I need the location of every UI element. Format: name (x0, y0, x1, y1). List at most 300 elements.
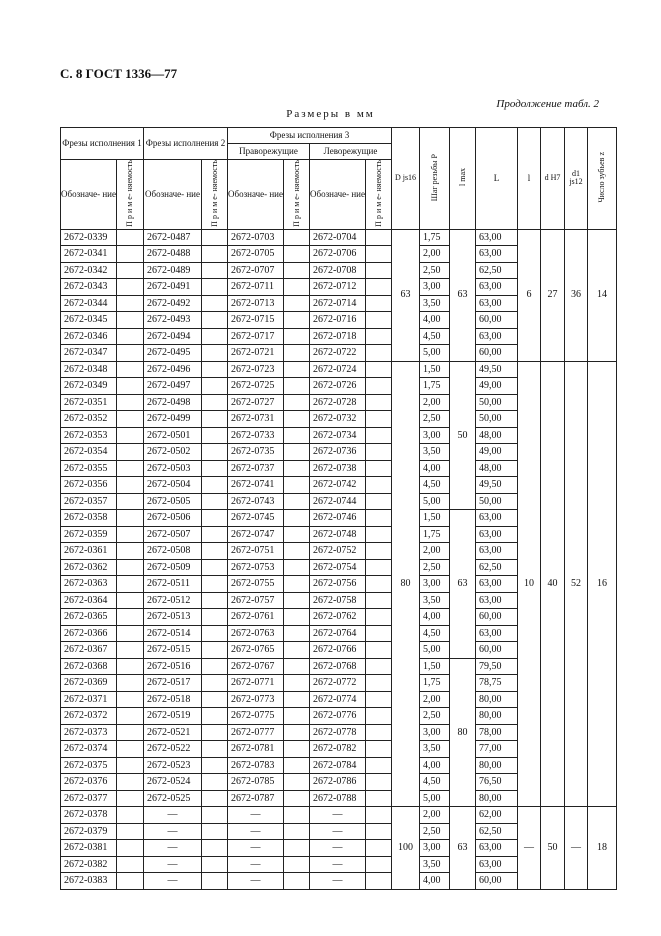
applicability-left (366, 559, 392, 576)
applicability-left (366, 361, 392, 378)
thread-pitch: 5,00 (420, 790, 450, 807)
applicability-right (284, 559, 310, 576)
applicability-left (366, 312, 392, 329)
thread-pitch: 2,50 (420, 262, 450, 279)
applicability-right (284, 774, 310, 791)
designation-right: 2672-0771 (228, 675, 284, 692)
designation-v1: 2672-0352 (61, 411, 117, 428)
applicability-left (366, 708, 392, 725)
designation-v1: 2672-0351 (61, 394, 117, 411)
applicability-right (284, 807, 310, 824)
applicability-v2 (202, 708, 228, 725)
length-l: 6 (518, 229, 541, 361)
applicability-right (284, 823, 310, 840)
length-L: 78,00 (476, 724, 518, 741)
designation-v1: 2672-0368 (61, 658, 117, 675)
thread-pitch: 3,00 (420, 724, 450, 741)
designation-left: 2672-0772 (310, 675, 366, 692)
header-l: l (518, 128, 541, 230)
outer-diameter: 63 (392, 229, 420, 361)
designation-v2: 2672-0513 (144, 609, 202, 626)
designation-v1: 2672-0358 (61, 510, 117, 527)
applicability-v2 (202, 592, 228, 609)
designation-left: — (310, 807, 366, 824)
thread-pitch: 3,50 (420, 741, 450, 758)
header-applicability: П р и м е- няемость (202, 160, 228, 230)
designation-v1: 2672-0357 (61, 493, 117, 510)
length-L: 77,00 (476, 741, 518, 758)
thread-pitch: 5,00 (420, 642, 450, 659)
designation-v1: 2672-0369 (61, 675, 117, 692)
applicability-left (366, 757, 392, 774)
length-L: 63,00 (476, 576, 518, 593)
applicability-v1 (117, 856, 144, 873)
applicability-v2 (202, 873, 228, 890)
designation-v1: 2672-0374 (61, 741, 117, 758)
designation-left: 2672-0788 (310, 790, 366, 807)
applicability-left (366, 856, 392, 873)
thread-pitch: 3,00 (420, 840, 450, 857)
applicability-v1 (117, 708, 144, 725)
applicability-v2 (202, 576, 228, 593)
length-L: 80,00 (476, 790, 518, 807)
designation-v2: 2672-0517 (144, 675, 202, 692)
applicability-right (284, 873, 310, 890)
designation-right: 2672-0703 (228, 229, 284, 246)
applicability-right (284, 394, 310, 411)
applicability-left (366, 691, 392, 708)
designation-right: 2672-0773 (228, 691, 284, 708)
designation-left: 2672-0786 (310, 774, 366, 791)
designation-v2: 2672-0502 (144, 444, 202, 461)
designation-right: 2672-0715 (228, 312, 284, 329)
header-applicability: П р и м е- няемость (117, 160, 144, 230)
cutter-table (60, 127, 617, 890)
thread-pitch: 1,50 (420, 361, 450, 378)
length-L: 63,00 (476, 279, 518, 296)
length-L: 50,00 (476, 394, 518, 411)
thread-pitch: 4,50 (420, 328, 450, 345)
applicability-right (284, 592, 310, 609)
designation-v1: 2672-0359 (61, 526, 117, 543)
applicability-right (284, 576, 310, 593)
applicability-right (284, 708, 310, 725)
designation-v2: 2672-0521 (144, 724, 202, 741)
designation-left: 2672-0766 (310, 642, 366, 659)
designation-left: 2672-0704 (310, 229, 366, 246)
designation-left: 2672-0748 (310, 526, 366, 543)
designation-left: 2672-0776 (310, 708, 366, 725)
applicability-left (366, 774, 392, 791)
applicability-v2 (202, 823, 228, 840)
designation-v1: 2672-0382 (61, 856, 117, 873)
designation-v1: 2672-0339 (61, 229, 117, 246)
applicability-v1 (117, 427, 144, 444)
applicability-v1 (117, 543, 144, 560)
length-L: 49,00 (476, 378, 518, 395)
applicability-v2 (202, 856, 228, 873)
applicability-left (366, 460, 392, 477)
designation-v1: 2672-0356 (61, 477, 117, 494)
designation-right: — (228, 807, 284, 824)
designation-right: 2672-0745 (228, 510, 284, 527)
designation-right: 2672-0741 (228, 477, 284, 494)
designation-left: 2672-0764 (310, 625, 366, 642)
designation-right: 2672-0751 (228, 543, 284, 560)
length-L: 63,00 (476, 543, 518, 560)
designation-right: 2672-0781 (228, 741, 284, 758)
length-L: 60,00 (476, 345, 518, 362)
designation-left: 2672-0784 (310, 757, 366, 774)
applicability-left (366, 246, 392, 263)
applicability-left (366, 840, 392, 857)
length-L: 80,00 (476, 757, 518, 774)
outer-diameter: 100 (392, 807, 420, 890)
applicability-v2 (202, 229, 228, 246)
header-pitch: Шаг резьбы P (420, 128, 450, 230)
header-d: d H7 (541, 128, 565, 230)
designation-v2: 2672-0505 (144, 493, 202, 510)
lmax-value: 80 (450, 658, 476, 807)
designation-left: 2672-0712 (310, 279, 366, 296)
designation-left: 2672-0738 (310, 460, 366, 477)
applicability-left (366, 444, 392, 461)
applicability-v2 (202, 790, 228, 807)
thread-pitch: 3,50 (420, 295, 450, 312)
header-designation: Обозначе- ние (61, 160, 117, 230)
header-group3: Фрезы исполнения 3 (228, 128, 392, 144)
designation-left: — (310, 856, 366, 873)
header-left-hand: Леворежущие (310, 144, 392, 160)
designation-v2: 2672-0518 (144, 691, 202, 708)
length-L: 63,00 (476, 526, 518, 543)
table-body (61, 229, 617, 889)
applicability-right (284, 741, 310, 758)
designation-v1: 2672-0381 (61, 840, 117, 857)
designation-left: 2672-0708 (310, 262, 366, 279)
applicability-v1 (117, 345, 144, 362)
applicability-left (366, 576, 392, 593)
applicability-v2 (202, 840, 228, 857)
designation-v1: 2672-0365 (61, 609, 117, 626)
length-L: 50,00 (476, 411, 518, 428)
length-L: 49,00 (476, 444, 518, 461)
applicability-v1 (117, 790, 144, 807)
applicability-left (366, 411, 392, 428)
designation-right: — (228, 856, 284, 873)
designation-v2: 2672-0514 (144, 625, 202, 642)
lmax-value: 50 (450, 361, 476, 510)
length-L: 60,00 (476, 609, 518, 626)
thread-pitch: 1,50 (420, 658, 450, 675)
applicability-v2 (202, 658, 228, 675)
hub-diameter: 36 (565, 229, 588, 361)
designation-left: 2672-0744 (310, 493, 366, 510)
applicability-left (366, 807, 392, 824)
length-l: — (518, 807, 541, 890)
designation-left: 2672-0724 (310, 361, 366, 378)
designation-left: 2672-0756 (310, 576, 366, 593)
thread-pitch: 3,50 (420, 592, 450, 609)
applicability-right (284, 840, 310, 857)
length-L: 80,00 (476, 708, 518, 725)
applicability-v2 (202, 642, 228, 659)
applicability-left (366, 642, 392, 659)
teeth-count: 18 (588, 807, 617, 890)
designation-left: — (310, 823, 366, 840)
designation-right: 2672-0747 (228, 526, 284, 543)
table-row (61, 807, 617, 824)
designation-v2: 2672-0499 (144, 411, 202, 428)
thread-pitch: 5,00 (420, 493, 450, 510)
header-lmax: l max (450, 128, 476, 230)
applicability-left (366, 427, 392, 444)
designation-right: 2672-0777 (228, 724, 284, 741)
designation-left: 2672-0734 (310, 427, 366, 444)
length-L: 49,50 (476, 477, 518, 494)
dimensions-note: Размеры в мм (286, 108, 375, 120)
applicability-right (284, 262, 310, 279)
applicability-right (284, 477, 310, 494)
designation-v2: 2672-0516 (144, 658, 202, 675)
applicability-v2 (202, 510, 228, 527)
applicability-left (366, 279, 392, 296)
applicability-left (366, 658, 392, 675)
designation-v1: 2672-0363 (61, 576, 117, 593)
applicability-right (284, 658, 310, 675)
designation-v2: — (144, 840, 202, 857)
applicability-left (366, 229, 392, 246)
applicability-left (366, 526, 392, 543)
designation-left: 2672-0726 (310, 378, 366, 395)
designation-v1: 2672-0371 (61, 691, 117, 708)
thread-pitch: 2,00 (420, 691, 450, 708)
hub-diameter: 52 (565, 361, 588, 807)
applicability-v2 (202, 526, 228, 543)
header-designation: Обозначе- ние (310, 160, 366, 230)
designation-left: 2672-0716 (310, 312, 366, 329)
designation-v2: 2672-0509 (144, 559, 202, 576)
applicability-left (366, 675, 392, 692)
thread-pitch: 3,00 (420, 427, 450, 444)
length-L: 50,00 (476, 493, 518, 510)
applicability-left (366, 493, 392, 510)
designation-right: 2672-0713 (228, 295, 284, 312)
applicability-right (284, 361, 310, 378)
header-L: L (476, 128, 518, 230)
applicability-v2 (202, 312, 228, 329)
length-L: 79,50 (476, 658, 518, 675)
length-L: 62,00 (476, 807, 518, 824)
teeth-count: 14 (588, 229, 617, 361)
applicability-left (366, 543, 392, 560)
applicability-v1 (117, 757, 144, 774)
thread-pitch: 1,75 (420, 378, 450, 395)
designation-v2: — (144, 807, 202, 824)
applicability-left (366, 295, 392, 312)
length-L: 63,00 (476, 295, 518, 312)
designation-v1: 2672-0379 (61, 823, 117, 840)
designation-v1: 2672-0367 (61, 642, 117, 659)
designation-v2: 2672-0508 (144, 543, 202, 560)
designation-v2: 2672-0497 (144, 378, 202, 395)
designation-v1: 2672-0373 (61, 724, 117, 741)
designation-right: 2672-0723 (228, 361, 284, 378)
designation-v2: 2672-0506 (144, 510, 202, 527)
applicability-v2 (202, 361, 228, 378)
applicability-right (284, 460, 310, 477)
designation-v1: 2672-0362 (61, 559, 117, 576)
applicability-v2 (202, 444, 228, 461)
length-L: 63,00 (476, 856, 518, 873)
length-L: 80,00 (476, 691, 518, 708)
length-L: 63,00 (476, 625, 518, 642)
designation-v2: 2672-0511 (144, 576, 202, 593)
length-L: 48,00 (476, 427, 518, 444)
applicability-left (366, 394, 392, 411)
designation-right: 2672-0755 (228, 576, 284, 593)
header-designation: Обозначе- ние (228, 160, 284, 230)
designation-right: 2672-0783 (228, 757, 284, 774)
applicability-v1 (117, 510, 144, 527)
designation-v1: 2672-0361 (61, 543, 117, 560)
designation-v2: — (144, 873, 202, 890)
lmax-value: 63 (450, 510, 476, 659)
length-L: 63,00 (476, 229, 518, 246)
designation-left: 2672-0768 (310, 658, 366, 675)
designation-right: 2672-0707 (228, 262, 284, 279)
designation-v1: 2672-0348 (61, 361, 117, 378)
thread-pitch: 4,00 (420, 312, 450, 329)
designation-right: 2672-0725 (228, 378, 284, 395)
designation-left: 2672-0762 (310, 609, 366, 626)
length-L: 63,00 (476, 592, 518, 609)
length-L: 63,00 (476, 246, 518, 263)
designation-right: 2672-0785 (228, 774, 284, 791)
header-applicability: П р и м е- няемость (284, 160, 310, 230)
applicability-right (284, 625, 310, 642)
thread-pitch: 4,00 (420, 460, 450, 477)
designation-left: — (310, 873, 366, 890)
applicability-v1 (117, 873, 144, 890)
designation-left: 2672-0722 (310, 345, 366, 362)
applicability-left (366, 592, 392, 609)
applicability-v1 (117, 625, 144, 642)
designation-left: 2672-0742 (310, 477, 366, 494)
continuation-note: Продолжение табл. 2 (496, 98, 599, 110)
applicability-v1 (117, 312, 144, 329)
applicability-v1 (117, 576, 144, 593)
designation-v1: 2672-0375 (61, 757, 117, 774)
applicability-left (366, 345, 392, 362)
designation-left: 2672-0718 (310, 328, 366, 345)
designation-v1: 2672-0377 (61, 790, 117, 807)
designation-right: 2672-0737 (228, 460, 284, 477)
applicability-left (366, 724, 392, 741)
designation-right: — (228, 873, 284, 890)
applicability-v1 (117, 840, 144, 857)
designation-v1: 2672-0372 (61, 708, 117, 725)
applicability-v2 (202, 378, 228, 395)
applicability-v2 (202, 774, 228, 791)
lmax-value: 63 (450, 807, 476, 890)
designation-v1: 2672-0378 (61, 807, 117, 824)
length-L: 60,00 (476, 642, 518, 659)
applicability-v1 (117, 378, 144, 395)
designation-v1: 2672-0343 (61, 279, 117, 296)
designation-left: 2672-0782 (310, 741, 366, 758)
designation-v1: 2672-0344 (61, 295, 117, 312)
applicability-v2 (202, 691, 228, 708)
designation-left: 2672-0778 (310, 724, 366, 741)
designation-v2: 2672-0525 (144, 790, 202, 807)
designation-right: 2672-0757 (228, 592, 284, 609)
designation-v2: 2672-0501 (144, 427, 202, 444)
thread-pitch: 2,50 (420, 708, 450, 725)
designation-v2: 2672-0512 (144, 592, 202, 609)
bore-diameter: 40 (541, 361, 565, 807)
lmax-value: 63 (450, 229, 476, 361)
applicability-right (284, 411, 310, 428)
applicability-v1 (117, 411, 144, 428)
designation-right: 2672-0717 (228, 328, 284, 345)
header-group2: Фрезы исполнения 2 (144, 128, 228, 160)
applicability-right (284, 526, 310, 543)
applicability-right (284, 642, 310, 659)
table-row (61, 229, 617, 246)
applicability-right (284, 856, 310, 873)
designation-left: 2672-0706 (310, 246, 366, 263)
designation-left: 2672-0754 (310, 559, 366, 576)
applicability-right (284, 510, 310, 527)
bore-diameter: 50 (541, 807, 565, 890)
length-L: 48,00 (476, 460, 518, 477)
designation-v1: 2672-0347 (61, 345, 117, 362)
designation-left: 2672-0758 (310, 592, 366, 609)
applicability-v1 (117, 741, 144, 758)
designation-left: 2672-0714 (310, 295, 366, 312)
length-L: 62,50 (476, 559, 518, 576)
thread-pitch: 2,00 (420, 246, 450, 263)
applicability-v1 (117, 229, 144, 246)
designation-v2: 2672-0515 (144, 642, 202, 659)
applicability-v2 (202, 328, 228, 345)
header-applicability: П р и м е- няемость (366, 160, 392, 230)
thread-pitch: 4,50 (420, 477, 450, 494)
designation-right: 2672-0735 (228, 444, 284, 461)
designation-right: 2672-0775 (228, 708, 284, 725)
applicability-v1 (117, 295, 144, 312)
applicability-right (284, 543, 310, 560)
hub-diameter: — (565, 807, 588, 890)
bore-diameter: 27 (541, 229, 565, 361)
applicability-right (284, 279, 310, 296)
designation-right: 2672-0733 (228, 427, 284, 444)
applicability-v2 (202, 757, 228, 774)
applicability-v1 (117, 774, 144, 791)
applicability-v1 (117, 361, 144, 378)
designation-right: 2672-0731 (228, 411, 284, 428)
applicability-right (284, 691, 310, 708)
applicability-v1 (117, 460, 144, 477)
applicability-right (284, 675, 310, 692)
length-l: 10 (518, 361, 541, 807)
applicability-v1 (117, 823, 144, 840)
length-L: 62,50 (476, 262, 518, 279)
applicability-left (366, 823, 392, 840)
applicability-right (284, 724, 310, 741)
applicability-right (284, 246, 310, 263)
